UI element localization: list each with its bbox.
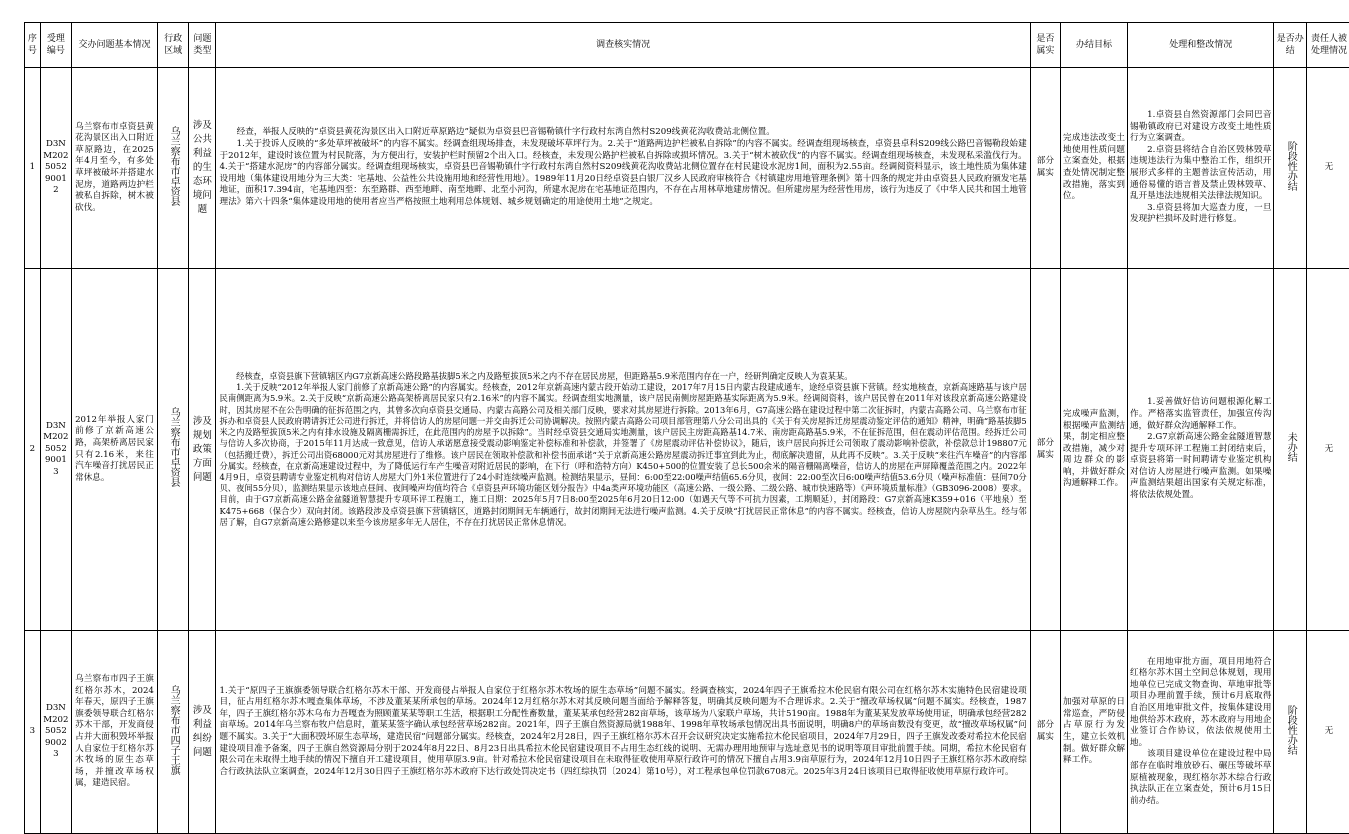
handling-paragraph: 2.G7京新高速公路金盆隧道智慧提升专项环评工程施工封闭结束后，卓资县将第一时间聘请专业鉴定机构对信访人房屋进行噪声监测。如果噪声监测结果超出国家有关规定标准，将依法依规处置。	[1130, 432, 1272, 502]
investigation-paragraph: 1.关于反映“2012年举报人家门前修了京新高速公路”的内容属实。经核查，2012年京新高速内蒙古段开始动工建设，2017年7月15日内蒙古段建成通车，途经卓资县旗下营镇。经实地核查，京新高速路基与该户居民南侧距离为5.9米。2.关于反映“京新高速公路高架桥离居民家只有2.16米”的内容不属实。经调查组实地测量，该户居民南侧房屋距路基实际距离为5.9米。经调阅资料，该户居民曾在2011年对该段京新高速公路建设时，因其房屋不在公告明确的征拆范围之内，其曾多次向卓资县交通局、内蒙古高路公司及相关部门反映，要求对其房屋进行拆除。2013年6月，G7高速公路在建设过程中第二次征拆时，内蒙古高路公司、乌兰察布市征拆办和卓资县人民政府聘请拆迁公司进行拆迁，并将信访人的房屋问题一并交由拆迁公司协调解决。按照内蒙古高路公司项目部管理第八分公司出具的《关于有关房屋拆迁房屋震动鉴定评估的通知》精神，明确“路基拔脚5米之内及路堑拔顶5米之内有排水设施及隔离栅需拆迁，在此范围内的房屋予以拆除”。当时经卓资县交通局实地测量，该户居民主房距高路基14.7米、南房距高路基5.9米，不在征拆范围，但在震动评估范围。经拆迁公司与信访人多次协商，于2015年11月达成一致意见，信访人承诺愿意接受震动影响鉴定补偿标准和补偿款，并签署了《房屋震动评估补偿协议》，随后，该户居民向拆迁公司领取了震动影响补偿款，补偿款总计198807元（包括搬迁费），拆迁公司出资68000元对其房屋进行了维修。该户居民在领取补偿款和补偿书面承诺“关于京新高速公路房屋震动拆迁事宜到此为止，彻底解决遗留，从此再不反映”。3.关于反映“来往汽车噪音”的内容部分属实。经核查，在京新高速建设过程中，为了降低运行车产生噪音对附近居民的影响，在下行（呼和浩特方向）K450+500的位置安装了总长500余米的隔音栅隔离噪音，信访人的房屋在声屏障覆盖范围之内。2022年4月9日，卓资县聘请专业鉴定机构对信访人房屋大门外1米位置进行了24小时连续噪声监测。检测结果显示，昼间：6:00至22:00噪声结值65.6分贝，夜间：22:00至次日6:00噪声结值53.6分贝（噪声标准值：昼间70分贝、夜间55分贝），监测结果显示该地点昼间、夜间噪声均值均符合《卓资县声环境功能区划分报告》中4a类声环境功能区（高速公路、一级公路、二级公路、城市快速路等）《声环境质量标准》（GB3096-2008）要求。目前，由于G7京新高速公路金盆隧道智慧提升专项环评工程施工，施工日期：2025年5月7日8:00至2025年6月20日12:00（如遇天气等不可抗力因素，工期顺延），封闭路段：G7京新高速K359+016（平地泉）至K475+668（保合少）双向封闭。该路段涉及卓资县旗下营镇辖区，道路封闭期间无车辆通行，故封闭期间无法进行噪声监测。4.关于反映“打扰居民正常休息”的内容不属实。经核查，信访人房屋院内杂草丛生。经与邻居了解，自G7京新高速公路修建以来至今该房屋多年无人居住，不存在打扰居民正常休息情况。	[219, 382, 1026, 528]
responsible-cell: 无	[1306, 631, 1349, 834]
type-cell: 涉及规划政策方面问题	[189, 269, 216, 631]
seq-cell: 1	[25, 68, 41, 269]
handling-paragraph: 1.妥善做好信访问题根源化解工作。严格落实监管责任，加强宣传沟通，做好群众沟通解释工作。	[1130, 397, 1272, 432]
investigation-cell	[216, 68, 1030, 269]
handling-cell	[1127, 269, 1274, 631]
issue-cell: 乌兰察布市四子王旗红格尔苏木，2024年春天，原四子王旗旗委领导联合红格尔苏木干部，开发商侵占并大面积毁坏举报人自家位于红格尔苏木牧场的原生态草场，并擅改草场权属，建造民宿。	[72, 631, 158, 834]
responsible-cell: 无	[1306, 68, 1349, 269]
region-text: 乌兰察布市卓资县	[167, 407, 179, 487]
header-done: 是否办结	[1274, 23, 1306, 68]
investigation-cell	[216, 269, 1030, 631]
handling-paragraph: 1.卓资县自然资源部门会同巴音锡勒镇政府已对建设方改变土地性质行为立案调查。	[1130, 110, 1272, 145]
seq-cell: 3	[25, 631, 41, 834]
investigation-paragraph: 经查，举报人反映的“卓资县黄花沟景区出入口附近草原路边”疑似为卓资县巴音锡勒镇什字行政村东湾自然村S209线黄花沟收费站北侧位置。	[219, 127, 1026, 139]
issue-cell: 乌兰察布市卓资县黄花沟景区出入口附近草原路边，在2025年4月至今，有多处草坪被破坏并搭建水泥房，道路两边护栏被私自拆除，树木被砍伐。	[72, 68, 158, 269]
verified-cell: 部分属实	[1030, 68, 1060, 269]
goal-cell: 加强对草原的日常巡查，严防侵占草原行为发生，建立长效机制。做好群众解释工作。	[1061, 631, 1128, 834]
verified-cell: 部分属实	[1030, 631, 1060, 834]
done-text: 阶段性办结	[1284, 705, 1296, 755]
goal-cell: 完成噪声监测，根据噪声监测结果，制定相应整改措施，减少对周边群众的影响，并做好群众沟通解释工作。	[1061, 269, 1128, 631]
header-goal: 办结目标	[1061, 23, 1128, 68]
header-responsible: 责任人被处理情况	[1306, 23, 1349, 68]
investigation-cell	[216, 631, 1030, 834]
header-verified: 是否属实	[1030, 23, 1060, 68]
handling-paragraph: 2.卓资县将结合自治区毁林毁草违规违法行为集中整治工作，组织开展形式多样的主题普法宣传活动，用通俗易懂的语言普及禁止毁林毁草、乱开垦违法违规相关法律法规知识。	[1130, 145, 1272, 203]
handling-paragraph: 3.卓资县将加大巡查力度，一旦发现护栏损坏及时进行修复。	[1130, 203, 1272, 226]
header-issue: 交办问题基本情况	[72, 23, 158, 68]
goal-cell: 完成违法改变土地使用性质问题立案查处，根据查处情况制定整改措施，落实到位。	[1061, 68, 1128, 269]
region-cell	[157, 269, 188, 631]
investigation-paragraph: 1.关于投诉人反映的“多处草坪被破坏”的内容不属实。经调查组现场排查，未发现破坏草坪行为。2.关于“道路两边护栏被私自拆除”的内容不属实。经调查组现场核查，卓资县卓科S209线公路巴音锡勒段始建于2012年，建设时该位置为村民院落，为方便出行，安装护栏时预留2个出入口。经核查，未发现公路护栏被私自拆除或损坏情况。3.关于“树木被砍伐”的内容不属实。经调查组现场核查，未发现私采滥伐行为。4.关于“搭建水泥房”的内容部分属实。经调查组现场核实，卓资县巴音锡勒镇什字行政村东湾自然村S209线黄花沟收费站北侧位置存在村民建设水泥房1间，面积为2.55亩。经调阅资料显示，该土地性质为集体建设用地（集体建设用地分为三大类：宅基地、公益性公共设施用地和经营性用地）。1989年11月20日经卓资县白银厂汉乡人民政府审核符合《村镇建房用地管理条例》第十四条的规定并由卓资县人民政府颁发宅基地证，面积17.394亩，宅基地四至：东至路群、西至地畔、南至地畔、北至小河沟，所建水泥房在宅基地证范围内，不存在占用林草地建房情况。但所建房屋为经营性用房，该行为违反了《中华人民共和国土地管理法》第六十四条“集体建设用地的使用者应当严格按照土地利用总体规划、城乡规划确定的用途使用土地”之规定。	[219, 139, 1026, 209]
header-seq: 序号	[25, 23, 41, 68]
handling-cell	[1127, 631, 1274, 834]
recv-no-cell: D3NM202505290013	[40, 269, 71, 631]
table-row	[25, 631, 1349, 834]
region-cell	[157, 68, 188, 269]
handling-cell	[1127, 68, 1274, 269]
header-recv-no: 受理编号	[40, 23, 71, 68]
header-type: 问题类型	[189, 23, 216, 68]
recv-no-cell: D3NM202505290012	[40, 68, 71, 269]
type-cell: 涉及利益纠纷问题	[189, 631, 216, 834]
issue-cell: 2012年举报人家门前修了京新高速公路，高架桥离居民家只有2.16米，来往汽车噪音打扰居民正常休息。	[72, 269, 158, 631]
table-row	[25, 68, 1349, 269]
header-investigation: 调查核实情况	[216, 23, 1030, 68]
petition-table	[24, 22, 1349, 834]
done-text: 未办结	[1284, 432, 1296, 462]
region-text: 乌兰察布市四子王旗	[167, 685, 179, 775]
done-cell	[1274, 68, 1306, 269]
type-cell: 涉及公共利益的生态环境问题	[189, 68, 216, 269]
header-handling: 处理和整改情况	[1127, 23, 1274, 68]
investigation-paragraph: 1.关于“原四子王旗旗委领导联合红格尔苏木干部、开发商侵占举报人自家位于红格尔苏木牧场的原生态草场”问题不属实。经调查核实，2024年四子王旗希拉木伦民宿有限公司在红格尔苏木实施特色民宿建设项目，征占用红格尔苏木嘎查集体草场，不涉及董某某所承包的草场。2024年12月红格尔苏木对其反映问题当面给予解释答复，明确其反映问题为不合理诉求。2.关于“擅改草场权属”问题不属实。经核查，1987年，四子王旗红格尔苏木乌布力吾嘎查为照顾董某某等职工生活，根据职工分配性畜数量，董某某承包经营282亩草场，该草场为八家联户草场，共计5190亩。1988年为董某某发放草场使用证，明确承包经营282亩草场。2014年乌兰察布牧户信息时，董某某签字确认承包经营草场282亩。2021年，四子王旗自然资源局就1988年、1998年草牧场承包情况出具书面说明，明确8户的草场亩数没有变更，故“擅改草场权属”问题不属实。3.关于“大面积毁坏原生态草场，建造民宿”问题部分属实。经核查，2024年2月28日，四子王旗红格尔苏木召开会议研究决定实施希拉木伦民宿项目，2024年7月29日，四子王旗发改委对希拉木伦民宿建设项目准予备案，四子王旗自然资源局分别于2024年8月22日、8月23日出具希拉木伦民宿建设项目不占用生态红线的说明、无需办理用地预审与选址意见书的说明等项目审批前置手续。同期，希拉木伦民宿有限公司在未取得土地手续的情况下擅自开工建设项目，使用草原3.9亩。针对希拉木伦民宿建设项目在未取得征收使用草原行政许可的情况下擅自占用3.9亩草原行为，2024年12月10日四子王旗红格尔苏木政府综合行政执法队立案调查，2024年12月30日四子王旗红格尔苏木政府下达行政处罚决定书（四红综执罚〔2024〕第10号），对工程承包单位罚款6708元。2025年3月24日该项目已取得征收使用草原行政许可。	[219, 686, 1026, 779]
handling-paragraph: 在用地审批方面，项目用地符合红格尔苏木国土空间总体规划，现用地单位已完成文物查询、草地审批等项目办理前置手续，预计6月底取得自治区用地审批文件，按集体建设用地供给苏木政府，苏木政府与用地企业签订合作协议，依法依规使用土地。	[1130, 657, 1272, 750]
region-cell	[157, 631, 188, 834]
investigation-paragraph: 经核查，卓资县旗下营镇辖区内G7京新高速公路段路基拔脚5米之内及路堑拔顶5米之内不存在居民房屋，但距路基5.9米范围内存在一户，经研判确定反映人为袁某某。	[219, 371, 1026, 382]
recv-no-cell: D3NM202505290023	[40, 631, 71, 834]
handling-paragraph: 该项目建设单位在建设过程中局部存在临时堆放砂石、碾压等破坏草原植被现象，现红格尔苏木综合行政执法队正在立案查处，预计6月15日前办结。	[1130, 749, 1272, 807]
seq-cell: 2	[25, 269, 41, 631]
header-region: 行政区域	[157, 23, 188, 68]
table-row	[25, 269, 1349, 631]
done-cell	[1274, 269, 1306, 631]
verified-cell: 部分属实	[1030, 269, 1060, 631]
responsible-cell: 无	[1306, 269, 1349, 631]
header-row	[25, 23, 1349, 68]
done-text: 阶段性办结	[1284, 141, 1296, 191]
done-cell	[1274, 631, 1306, 834]
region-text: 乌兰察布市卓资县	[167, 126, 179, 206]
